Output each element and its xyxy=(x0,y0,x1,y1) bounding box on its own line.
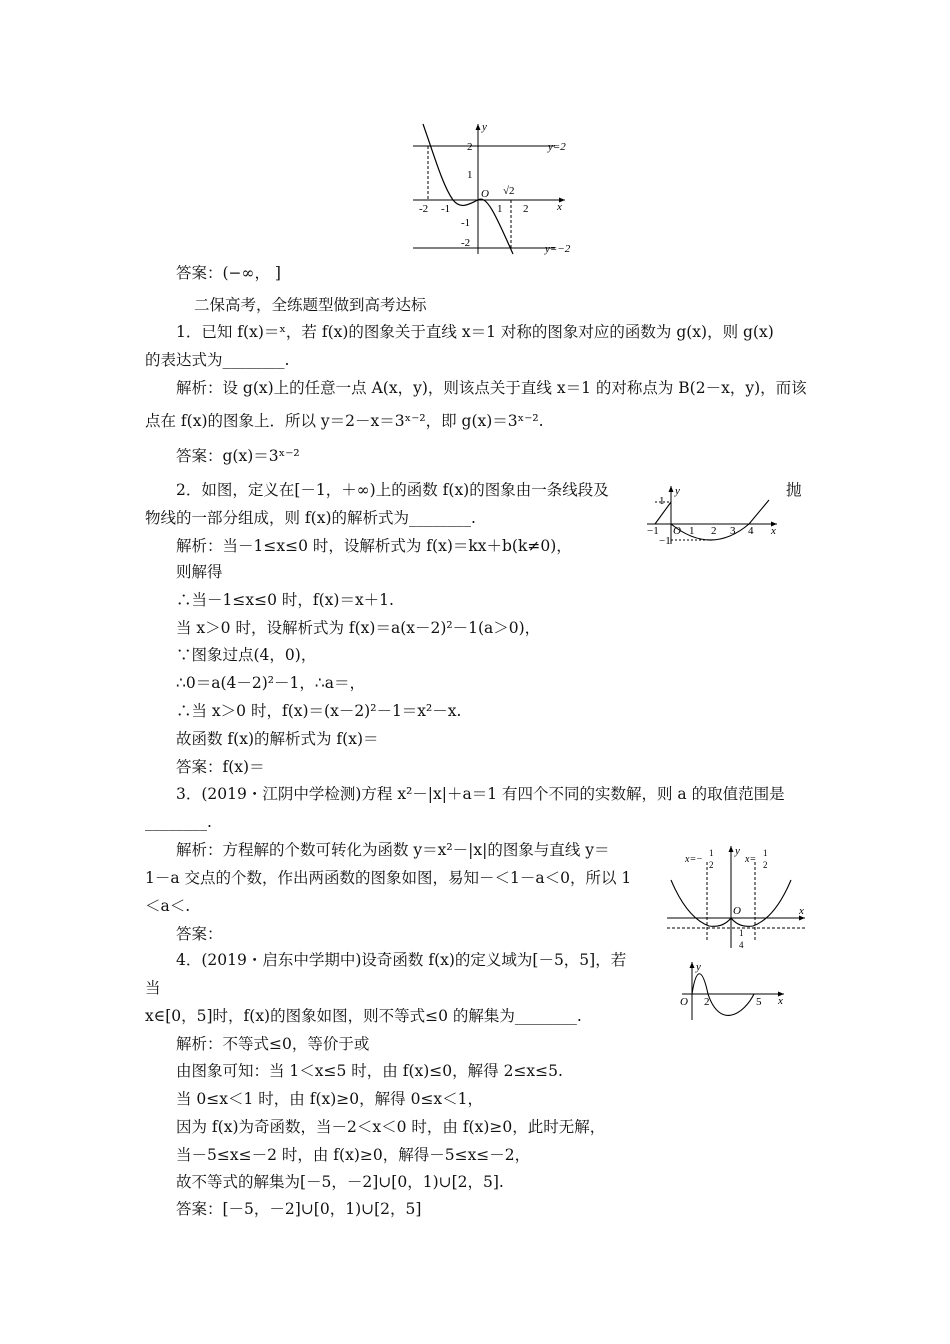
fig1-origin: O xyxy=(481,188,489,200)
fig3-x-axis: x xyxy=(799,905,804,917)
q2-text-line: 抛 xyxy=(786,481,802,499)
section-heading: 二保高考，全练题型做到高考达标 xyxy=(194,296,427,314)
fig4-x5: 5 xyxy=(756,996,762,1008)
fig1-line-bottom: y=−2 xyxy=(545,243,571,255)
q3-solution-line: 解析：方程解的个数可转化为函数 y＝x²－|x|的图象与直线 y＝ xyxy=(176,841,610,859)
fig3-right-half-den: 2 xyxy=(763,860,768,870)
q3-answer-line: 答案： xyxy=(176,925,223,943)
fig1-y1: 1 xyxy=(467,169,473,181)
fig3-left-half-den: 2 xyxy=(709,860,714,870)
q2-solution-line: ∴当 x＞0 时，f(x)＝(x－2)²－1＝x²－x. xyxy=(176,702,462,720)
q2-solution-line: 解析：当－1≤x≤0 时，设解析式为 f(x)＝kx＋b(k≠0)， xyxy=(176,537,572,555)
q1-text-line: 1．已知 f(x)＝ˣ，若 f(x)的图象关于直线 x＝1 对称的图象对应的函数为 g(x)，则 g(x) xyxy=(176,323,774,341)
fig4-x-axis: x xyxy=(778,995,783,1007)
fig4-origin: O xyxy=(680,996,688,1008)
figure-3-graph xyxy=(665,842,810,952)
q1-solution-line: 解析：设 g(x)上的任意一点 A(x，y)，则该点关于直线 x＝1 的对称点为 B(2－x，y)，而该 xyxy=(176,379,807,397)
fig1-sqrt2: √2 xyxy=(503,185,515,197)
fig1-y2: 2 xyxy=(467,141,473,153)
fig1-y-axis: y xyxy=(482,121,487,133)
q4-text-line: 当 xyxy=(145,979,161,997)
fig2-x-axis: x xyxy=(771,525,776,537)
q2-answer-line: 答案：f(x)＝ xyxy=(176,758,265,776)
fig2-ym1: −1 xyxy=(659,535,671,547)
fig1-ym1: -1 xyxy=(461,217,471,229)
fig4-y-axis: y xyxy=(696,961,701,973)
fig3-quarter-num: 1 xyxy=(739,928,744,938)
q3-solution-line: ＜a＜. xyxy=(145,897,191,915)
q1-text-line: 的表达式为________. xyxy=(145,351,290,369)
q4-solution-line: 故不等式的解集为[－5，－2]∪[0，1)∪[2，5]. xyxy=(176,1173,504,1191)
q1-solution-line: 点在 f(x)的图象上．所以 y＝2－x＝3ˣ⁻²，即 g(x)＝3ˣ⁻². xyxy=(145,412,544,430)
q3-text-line: 3．(2019・江阴中学检测)方程 x²－|x|＋a＝1 有四个不同的实数解，则 a 的取值范围是 xyxy=(176,785,785,803)
q4-solution-line: 当 0≤x＜1 时，由 f(x)≥0，解得 0≤x＜1， xyxy=(176,1090,484,1108)
fig3-right-line-label: x= xyxy=(745,854,757,865)
fig3-left-half-num: 1 xyxy=(709,848,714,858)
figure-2-graph xyxy=(645,482,780,547)
fig3-origin: O xyxy=(733,905,741,917)
q4-text-line: 4．(2019・启东中学期中)设奇函数 f(x)的定义域为[－5，5]，若 xyxy=(176,951,627,969)
fig3-y-axis: y xyxy=(735,845,740,857)
fig1-xm2: -2 xyxy=(419,203,429,215)
q2-solution-line: 故函数 f(x)的解析式为 f(x)＝ xyxy=(176,730,379,748)
fig4-x2: 2 xyxy=(704,996,710,1008)
q4-text-line: x∈[0，5]时，f(x)的图象如图，则不等式≤0 的解集为________. xyxy=(145,1007,582,1025)
fig2-x1: 1 xyxy=(689,525,695,537)
q2-text-line: 物线的一部分组成，则 f(x)的解析式为________. xyxy=(145,509,476,527)
answer-line: 答案：(−∞， ] xyxy=(176,264,281,282)
fig1-x1: 1 xyxy=(497,203,503,215)
q3-solution-line: 1－a 交点的个数，作出两函数的图象如图，易知－＜1－a＜0，所以 1 xyxy=(145,869,632,887)
q4-solution-line: 由图象可知：当 1＜x≤5 时，由 f(x)≤0，解得 2≤x≤5. xyxy=(176,1062,563,1080)
q2-solution-line: 则解得 xyxy=(176,563,223,581)
q2-text-line: 2．如图，定义在[－1，＋∞)上的函数 f(x)的图象由一条线段及 xyxy=(176,481,609,499)
fig2-x4: 4 xyxy=(748,525,754,537)
fig1-x2: 2 xyxy=(523,203,529,215)
q4-answer-line: 答案：[－5，－2]∪[0，1)∪[2，5] xyxy=(176,1200,422,1218)
fig2-origin: O xyxy=(673,525,681,537)
fig1-x-axis: x xyxy=(557,201,562,213)
figure-4-graph xyxy=(678,958,788,1023)
q2-solution-line: 当 x＞0 时，设解析式为 f(x)＝a(x－2)²－1(a＞0)， xyxy=(176,619,541,637)
fig2-x3: 3 xyxy=(730,525,736,537)
q2-solution-line: ∴0＝a(4－2)²－1，∴a＝， xyxy=(176,674,365,692)
q2-solution-line: ∴当－1≤x≤0 时，f(x)＝x＋1. xyxy=(176,591,394,609)
fig3-right-half-num: 1 xyxy=(763,848,768,858)
q3-text-line: ________. xyxy=(145,813,212,831)
fig2-xm1: −1 xyxy=(647,525,659,537)
fig2-y-axis: y xyxy=(675,485,680,497)
fig3-quarter-den: 4 xyxy=(739,940,744,950)
fig1-line-top: y=2 xyxy=(548,141,566,153)
q2-solution-line: ∵图象过点(4，0)， xyxy=(176,646,317,664)
fig1-ym2: -2 xyxy=(461,237,471,249)
fig2-y1: 1 xyxy=(659,495,665,507)
figure-1-graph xyxy=(405,118,580,258)
q4-solution-line: 当－5≤x≤－2 时，由 f(x)≥0，解得－5≤x≤－2， xyxy=(176,1146,531,1164)
q4-solution-line: 解析：不等式≤0，等价于或 xyxy=(176,1035,370,1053)
q1-answer-line: 答案：g(x)＝3ˣ⁻² xyxy=(176,447,300,465)
fig3-left-line-label: x=− xyxy=(685,854,703,865)
q4-solution-line: 因为 f(x)为奇函数，当－2＜x＜0 时，由 f(x)≥0，此时无解， xyxy=(176,1118,606,1136)
fig1-xm1: -1 xyxy=(441,203,451,215)
fig2-x2: 2 xyxy=(711,525,717,537)
